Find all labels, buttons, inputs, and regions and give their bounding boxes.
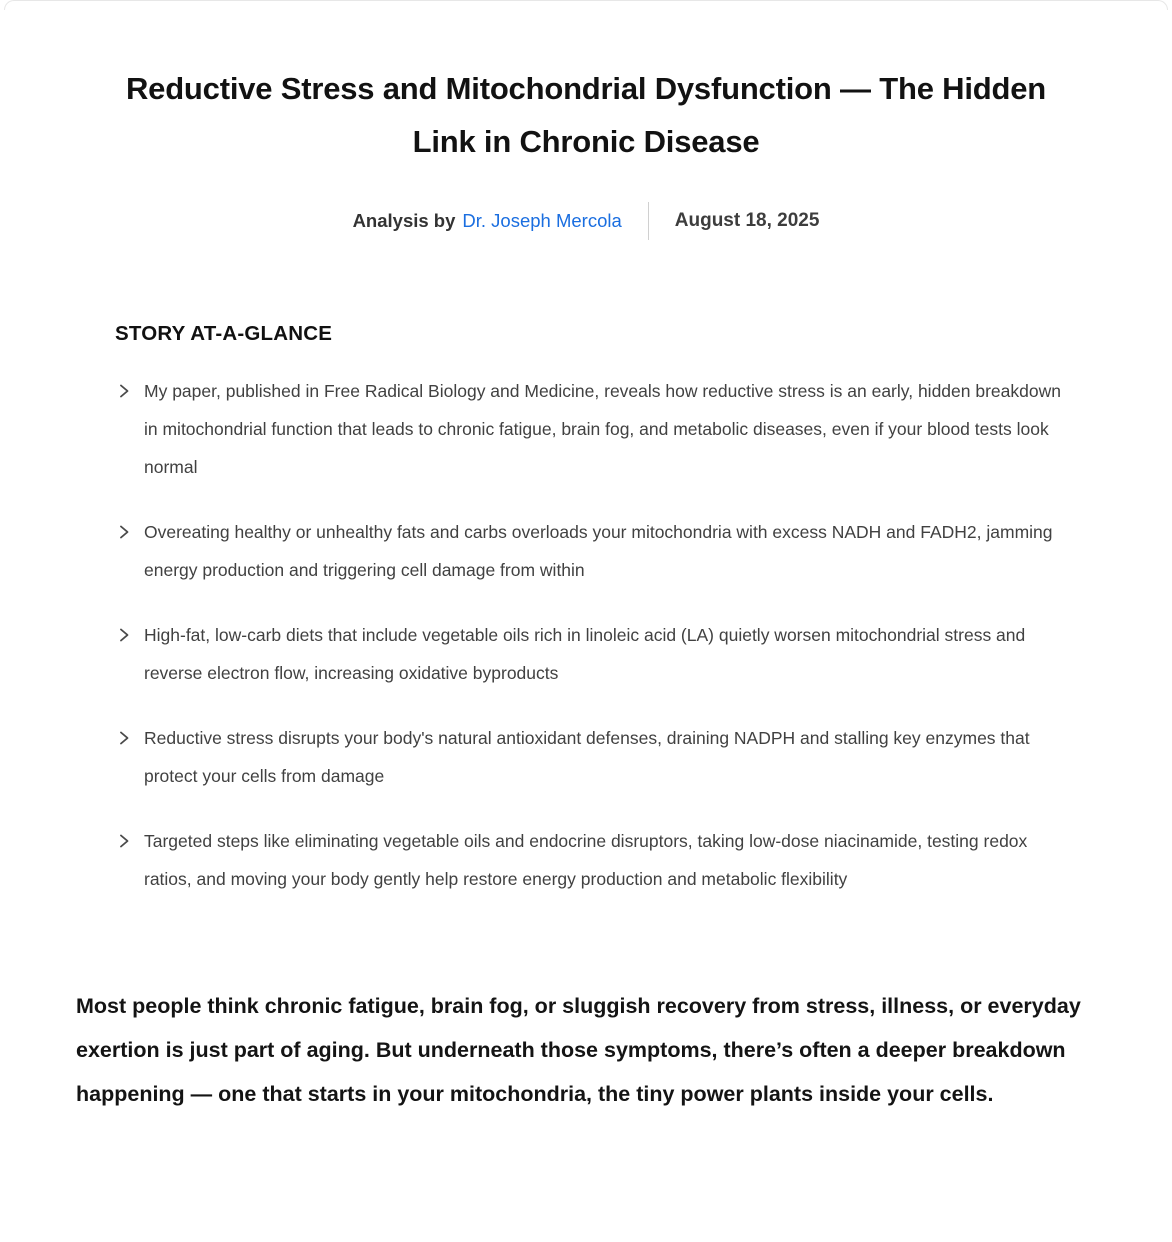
glance-item-text: Targeted steps like eliminating vegetable oils and endocrine disruptors, taking low-dose niacinamide, testing redox ratios, and moving your body gently help restore energy production and metabolic flexibility — [144, 831, 1028, 889]
glance-item — [115, 513, 1061, 589]
glance-item — [115, 616, 1061, 692]
glance-list — [115, 372, 1062, 898]
glance-heading: STORY AT-A-GLANCE — [115, 322, 333, 345]
byline-prefix: Analysis by — [352, 210, 456, 231]
glance-item-text: High-fat, low-carb diets that include vegetable oils rich in linoleic acid (LA) quietly worsen mitochondrial stress and reverse electron flow, increasing oxidative byproducts — [144, 625, 1026, 683]
author-link[interactable]: Dr. Joseph Mercola — [462, 210, 622, 231]
glance-item — [115, 719, 1061, 795]
byline-divider — [648, 202, 649, 240]
glance-item-text: My paper, published in Free Radical Biology and Medicine, reveals how reductive stress is an early, hidden breakdown in mitochondrial function that leads to chronic fatigue, brain fog, and metabolic diseases, even if your blood tests look normal — [144, 381, 1061, 477]
page-title: Reductive Stress and Mitochondrial Dysfunction — The Hidden Link in Chronic Disease — [125, 71, 1047, 159]
glance-item-text: Reductive stress disrupts your body's natural antioxidant defenses, draining NADPH and stalling key enzymes that protect your cells from damage — [144, 728, 1030, 786]
glance-item — [115, 372, 1061, 486]
publish-date: August 18, 2025 — [674, 210, 820, 231]
chevron-right-icon — [117, 525, 131, 539]
body-paragraph: Most people think chronic fatigue, brain fog, or sluggish recovery from stress, illness, or everyday exertion is just part of aging. But underneath those symptoms, there’s often a deeper breakdown happening — one that starts in your mitochondria, the tiny power plants inside your cells. — [76, 994, 1081, 1106]
chevron-right-icon — [117, 628, 131, 642]
page-top-divider — [4, 0, 1168, 10]
byline — [0, 202, 1172, 240]
story-at-a-glance-section — [115, 322, 1062, 898]
chevron-right-icon — [117, 834, 131, 848]
glance-item-text: Overeating healthy or unhealthy fats and carbs overloads your mitochondria with excess NADH and FADH2, jamming energy production and triggering cell damage from within — [144, 522, 1053, 580]
glance-item — [115, 822, 1061, 898]
chevron-right-icon — [117, 384, 131, 398]
chevron-right-icon — [117, 731, 131, 745]
